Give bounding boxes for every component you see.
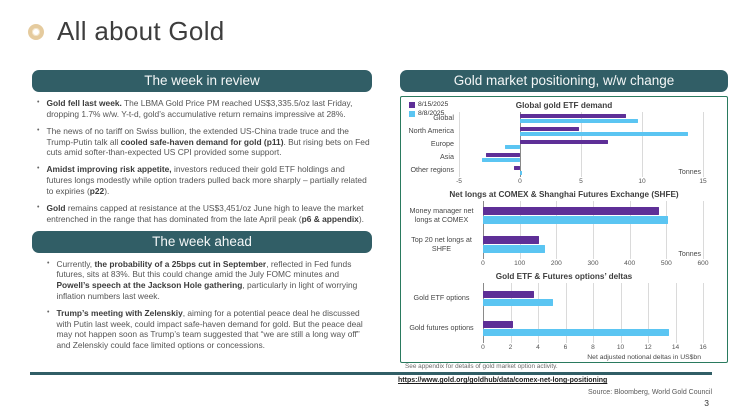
bullet-marker: • <box>37 165 40 173</box>
category-labels <box>405 112 459 177</box>
bar-row <box>459 125 703 138</box>
axis-spacer <box>405 177 459 188</box>
axis-tick-label: 15 <box>699 178 707 185</box>
axis-tick-label: 10 <box>638 178 646 185</box>
week-in-review-section <box>32 70 372 224</box>
source-link[interactable]: https://www.gold.org/goldhub/data/comex-net-long-positioning <box>398 377 608 384</box>
chart-plot-area <box>405 201 723 259</box>
bar-row <box>483 283 703 313</box>
axis-tick-label: 500 <box>660 260 672 267</box>
chart-plot-area <box>405 283 723 343</box>
bar-row <box>483 313 703 343</box>
category-label: Other regions <box>410 165 454 175</box>
bullet-marker: • <box>37 203 40 211</box>
bar-row <box>459 112 703 125</box>
right-panel <box>400 70 728 363</box>
axis-tick-label: 6 <box>563 344 568 351</box>
axis-tick-label: 300 <box>587 260 599 267</box>
bar-row <box>459 164 703 177</box>
axis-tick-label: 14 <box>671 344 680 351</box>
legend-item <box>409 110 448 117</box>
bar-row <box>459 151 703 164</box>
bar <box>483 216 668 224</box>
axis-tick-label: 0 <box>481 344 485 351</box>
chart-global-gold-etf-demand <box>405 99 723 188</box>
bar <box>520 171 522 175</box>
axis-tick-label: 10 <box>616 344 625 351</box>
bullet-item <box>37 126 372 158</box>
bar <box>486 153 520 157</box>
gridline <box>703 112 704 177</box>
slide-header <box>28 16 225 47</box>
source-text: Source: Bloomberg, World Gold Council <box>588 389 712 396</box>
category-label: North America <box>408 126 454 136</box>
category-label: Money manager net longs at COMEX <box>409 206 474 224</box>
bar <box>520 114 626 118</box>
bullet-item <box>47 308 372 351</box>
bullet-item <box>37 98 372 119</box>
bullet-marker: • <box>37 126 40 134</box>
chart-plot-area <box>405 112 723 177</box>
axis-tick-label: 0 <box>518 178 522 185</box>
legend-swatch <box>409 102 415 108</box>
axis-tick-label: 200 <box>550 260 562 267</box>
category-label: Asia <box>440 152 454 162</box>
bullet-text: Currently, the probability of a 25bps cut in September, reflected in Fed funds futures, sits at 83%. But this could change amid the July FOMC minutes and Powell’s speech at the Jackson Hole gathering, particularly in light of worrying inflation numbers last week. <box>56 258 358 301</box>
plot <box>483 283 703 343</box>
bar-row <box>459 138 703 151</box>
charts-box <box>400 96 728 363</box>
bar <box>483 245 545 253</box>
axis-tick-label: -5 <box>456 178 462 185</box>
gold-positioning-header: Gold market positioning, w/w change <box>400 70 728 92</box>
category-labels <box>405 201 483 259</box>
legend-item <box>409 101 448 108</box>
x-axis-label: Net adjusted notional deltas in US$bn <box>587 354 701 361</box>
axis-ticks <box>481 343 707 354</box>
axis-spacer <box>405 259 483 270</box>
gold-ring-icon <box>28 24 44 40</box>
chart-title: Net longs at COMEX & Shanghai Futures Exchange (SHFE) <box>449 190 679 199</box>
bullet-text: Gold fell last week. The LBMA Gold Price PM reached US$3,335.5/oz last Friday, dropping 1.7% w/w. Y-t-d, gold’s accumulative return remains impressive at 28%. <box>46 98 353 119</box>
bullet-text: Gold remains capped at resistance at the US$3,451/oz June high to leave the market entrenched in the range that has dominated from the late April peak (p6 & appendix). <box>46 202 364 224</box>
axis-tick-label: 600 <box>697 260 709 267</box>
x-axis <box>405 177 723 188</box>
bar <box>514 166 520 170</box>
ahead-bullets-list <box>32 259 372 351</box>
bar <box>483 291 534 298</box>
bullet-item <box>37 164 372 196</box>
bullet-item <box>37 203 372 224</box>
week-ahead-section <box>32 231 372 351</box>
bullet-marker: • <box>37 99 40 106</box>
axis-tick-label: 12 <box>644 344 652 351</box>
axis-tick-label: 5 <box>579 178 583 185</box>
legend-swatch <box>409 111 415 117</box>
axis-tick-label: 100 <box>514 260 526 267</box>
unit-label: Tonnes <box>678 169 701 176</box>
bar <box>483 321 513 328</box>
week-in-review-header: The week in review <box>32 70 372 92</box>
left-panel <box>32 70 372 357</box>
bar-row <box>483 230 703 259</box>
x-axis <box>405 259 723 270</box>
chart-legend <box>409 101 448 117</box>
chart-title: Gold ETF & Futures options’ deltas <box>495 272 633 281</box>
category-label: Gold futures options <box>409 322 474 332</box>
category-label: Global <box>433 113 454 123</box>
legend-label: 8/15/2025 <box>418 101 449 108</box>
bar <box>483 236 539 244</box>
axis-ticks <box>456 177 707 188</box>
axis-spacer <box>405 343 483 354</box>
bar <box>483 329 669 336</box>
page-title: All about Gold <box>57 16 225 46</box>
bar <box>482 158 520 162</box>
axis-tick-label: 8 <box>591 344 595 351</box>
bar <box>483 207 659 215</box>
page-number: 3 <box>704 398 709 408</box>
bar-row <box>483 201 703 230</box>
bar <box>520 119 638 123</box>
bar <box>520 127 579 131</box>
plot <box>459 112 703 177</box>
category-label: Top 20 net longs at SHFE <box>411 235 472 253</box>
chart-title: Global gold ETF demand <box>515 101 613 110</box>
chart-options-deltas <box>405 270 723 361</box>
bar <box>520 132 688 136</box>
axis-tick-label: 400 <box>624 260 636 267</box>
bullet-text: The news of no tariff on Swiss bullion, the extended US-China trade truce and the Trump-Putin talk all cooled safe-haven demand for gold (p11). But rising bets on Fed cuts amid softer-than-expected US CPI provided some support. <box>46 125 370 158</box>
axis-tick-label: 0 <box>481 260 485 267</box>
category-label: Gold ETF options <box>413 292 470 302</box>
bar <box>505 145 520 149</box>
appendix-note: See appendix for details of gold market option activity. <box>405 363 558 370</box>
plot <box>483 201 703 259</box>
x-axis <box>405 343 723 354</box>
legend-label: 8/8/2025 <box>418 110 445 117</box>
gridline <box>703 201 704 259</box>
bullet-marker: • <box>47 259 50 267</box>
bar <box>483 299 553 306</box>
category-label: Europe <box>430 139 454 149</box>
unit-label: Tonnes <box>678 251 701 258</box>
bar <box>520 140 608 144</box>
gridline <box>703 283 704 343</box>
axis-tick-label: 4 <box>536 344 540 351</box>
bullet-text: Trump’s meeting with Zelenskiy, aiming for a potential peace deal he discussed with Putin last week, could impact safe-haven demand for gold. But the peace deal may not happen soon as Trump’s team suggested that “we are still a long way off” and Zelenskiy could face limited options or concessions. <box>56 307 363 350</box>
review-bullets-list <box>32 98 372 224</box>
category-labels <box>405 283 483 343</box>
week-ahead-header: The week ahead <box>32 231 372 253</box>
bullet-text: Amidst improving risk appetite, investors reduced their gold ETF holdings and futures longs modestly while option traders pulled back more sharply – partially related to expiries (p22). <box>46 164 367 196</box>
axis-ticks <box>481 259 709 270</box>
axis-tick-label: 16 <box>699 344 707 351</box>
axis-tick-label: 2 <box>508 344 513 351</box>
divider-line <box>30 372 712 375</box>
bullet-item <box>47 259 372 302</box>
chart-net-longs-comex-shfe <box>405 188 723 270</box>
bullet-marker: • <box>47 308 50 316</box>
